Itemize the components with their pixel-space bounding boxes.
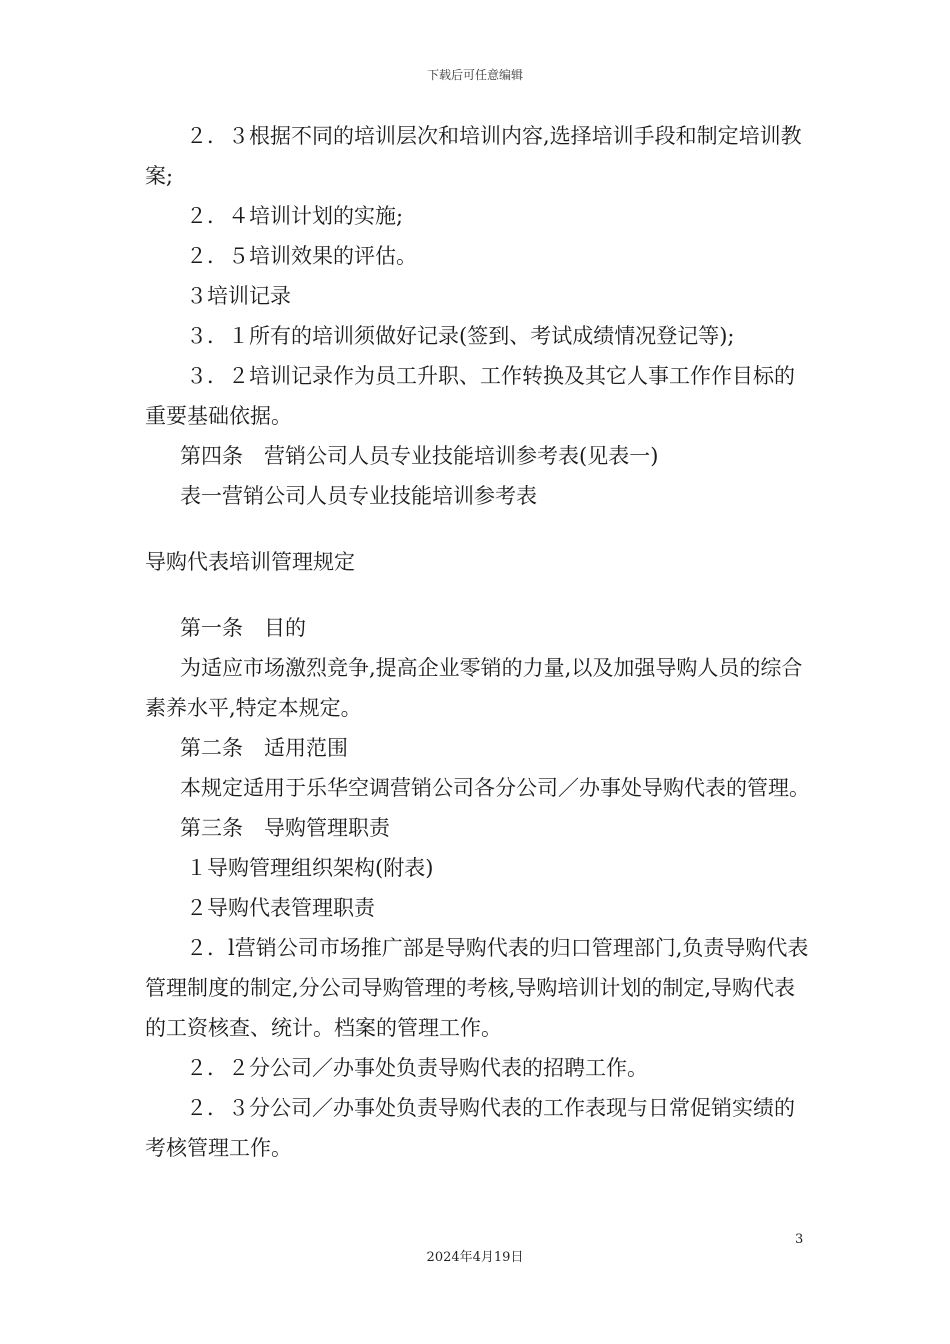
document-body	[145, 116, 810, 1168]
article-one-body: 为适应市场激烈竞争,提高企业零销的力量,以及加强导购人员的综合素养水平,特定本规定。	[145, 656, 803, 720]
article-two-heading: 第二条 适用范围	[180, 736, 348, 760]
item-1: １导购管理组织架构(附表)	[186, 856, 434, 880]
article-four: 第四条 营销公司人员专业技能培训参考表(见表一)	[180, 444, 659, 468]
page-header: 下载后可任意编辑	[426, 68, 523, 82]
page-number: 3	[795, 1232, 804, 1247]
article-two-body: 本规定适用于乐华空调营销公司各分公司／办事处导购代表的管理。	[180, 776, 810, 800]
heading-training-records: ３培训记录	[186, 284, 291, 308]
article-three-heading: 第三条 导购管理职责	[180, 816, 390, 840]
paragraph-3-2: ３．２培训记录作为员工升职、工作转换及其它人事工作作目标的重要基础依据。	[145, 364, 795, 428]
table-one-caption: 表一营销公司人员专业技能培训参考表	[180, 484, 537, 508]
paragraph-2-5: ２．５培训效果的评估。	[186, 244, 417, 268]
item-2: ２导购代表管理职责	[186, 896, 375, 920]
paragraph-2-3: ２．３根据不同的培训层次和培训内容,选择培训手段和制定培训教案;	[145, 124, 802, 188]
article-one-heading: 第一条 目的	[180, 616, 306, 640]
paragraph-3-1: ３．１所有的培训须做好记录(签到、考试成绩情况登记等);	[186, 324, 735, 348]
item-2-1: ２．l营销公司市场推广部是导购代表的归口管理部门,负责导购代表管理制度的制定,分公司导购管理的考核,导购培训计划的制定,导购代表的工资核查、统计。档案的管理工作。	[145, 936, 809, 1040]
footer-date: 2024年4月19日	[426, 1250, 524, 1265]
item-2-3: ２．３分公司／办事处负责导购代表的工作表现与日常促销实绩的考核管理工作。	[145, 1096, 795, 1160]
section-title: 导购代表培训管理规定	[145, 550, 355, 574]
paragraph-2-4: ２．４培训计划的实施;	[186, 204, 404, 228]
item-2-2: ２．２分公司／办事处负责导购代表的招聘工作。	[186, 1056, 648, 1080]
